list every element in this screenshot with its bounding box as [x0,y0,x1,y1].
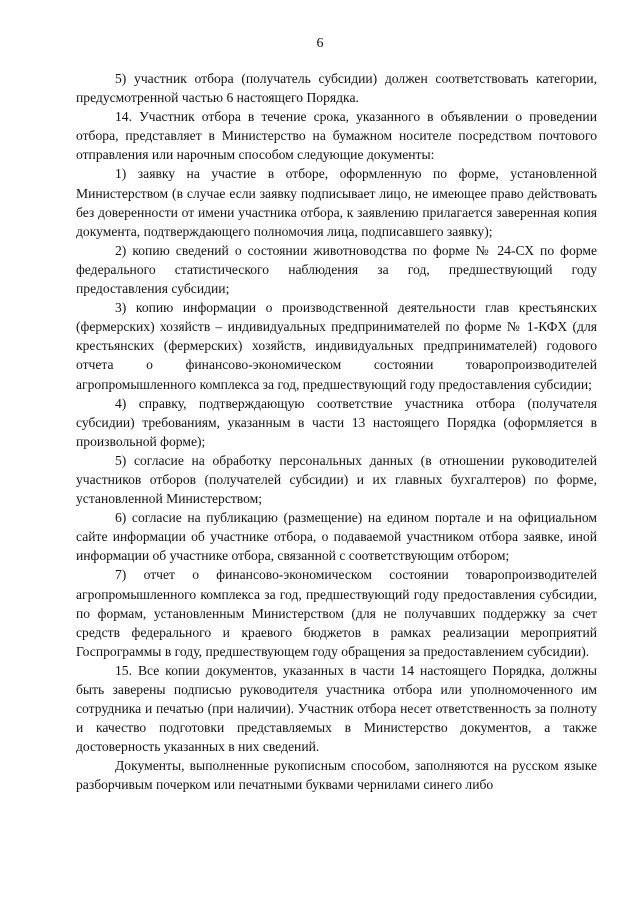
paragraph-section-14: 14. Участник отбора в течение срока, указанного в объявлении о проведении отбора, представляет в Министерство на бумажном носителе посредством почтового отправления или нарочным способом следующие документы: [76,109,597,163]
document-body [76,69,597,795]
page-number: 6 [316,36,324,51]
paragraph-doc-2-livestock: 2) копию сведений о состоянии животноводства по форме № 24-СХ по форме федерального статистического наблюдения за год, предшествующий году предоставления субсидии; [76,242,597,297]
paragraph-doc-5-consent-data: 5) согласие на обработку персональных данных (в отношении руководителей участников отборов (получателей субсидии) и их главных бухгалтеров) по форме, установленной Министерством; [76,452,597,507]
paragraph-doc-1-application: 1) заявку на участие в отборе, оформленную по форме, установленной Министерством (в случае если заявку подписывает лицо, не имеющее право действовать без доверенности от имени участника отбора, к заявлению прилагается заверенная копия документа, подтверждающего полномочия лица, подписавшего заявку); [76,166,597,239]
paragraph-item-5-category: 5) участник отбора (получатель субсидии) должен соответствовать категории, предусмотренной частью 6 настоящего Порядка. [76,71,597,106]
paragraph-section-15: 15. Все копии документов, указанных в части 14 настоящего Порядка, должны быть заверены подписью руководителя участника отбора или уполномоченного им сотрудника и печатью (при наличии). Участник отбора несет ответственность за полноту и качество подготовки представляемых в Министерство документов, а также достоверность указанных в них сведений. [76,662,597,755]
paragraph-doc-4-certificate: 4) справку, подтверждающую соответствие участника отбора (получателя субсидии) требованиям, указанным в части 13 настоящего Порядка (оформляется в произвольной форме); [76,395,597,449]
paragraph-doc-3-kfh: 3) копию информации о производственной деятельности глав крестьянских (фермерских) хозяйств – индивидуальных предпринимателей по форме № 1-КФХ (для крестьянских (фермерских) хозяйств, индивидуальных предпринимателей) годового отчета о финансово-экономическом состоянии товаропроизводителей агропромышленного комплекса за год, предшествующий году предоставления субсидии; [76,300,597,392]
paragraph-doc-7-report: 7) отчет о финансово-экономическом состоянии товаропроизводителей агропромышленного комплекса за год, предшествующий году предоставления субсидии, по формам, установленным Министерством (для не получавших поддержку за счет средств федерального и краевого бюджетов в рамках реализации мероприятий Госпрограммы в году, предшествующем году обращения за предоставлением субсидии). [76,567,597,659]
paragraph-handwritten-docs: Документы, выполненные рукописным способом, заполняются на русском языке разборчивым почерком или печатными буквами чернилами синего либо [76,758,597,793]
paragraph-doc-6-consent-publication: 6) согласие на публикацию (размещение) на едином портале и на официальном сайте информации об участнике отбора, о подаваемой участником отбора заявке, иной информации об участнике отбора, связанной с соответствующим отбором; [76,510,597,564]
